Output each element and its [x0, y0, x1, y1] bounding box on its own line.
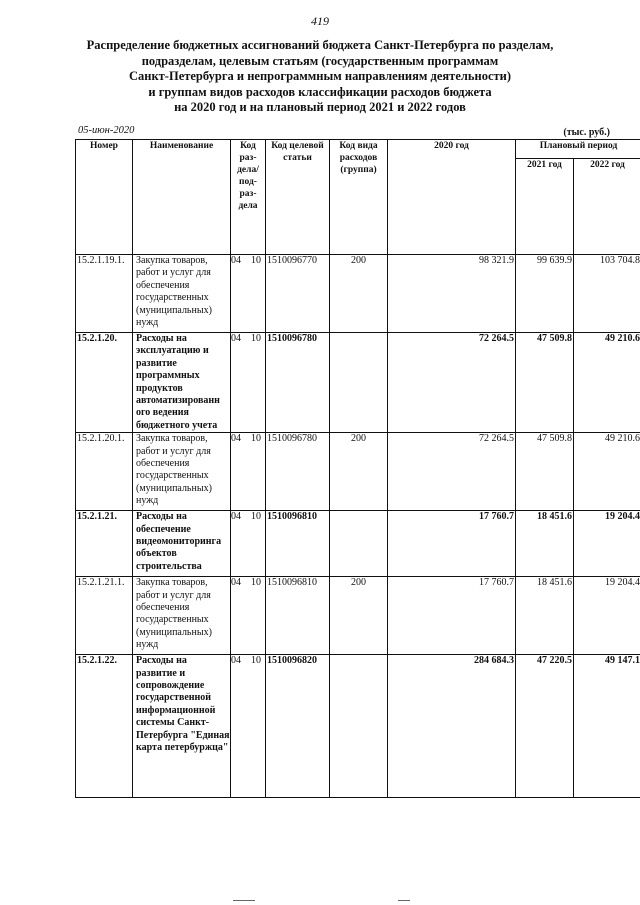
row-amount-2022: 49 147.1 [574, 655, 640, 798]
row-section-code [231, 577, 266, 655]
row-amount-2022: 19 204.4 [574, 511, 640, 577]
table-row [76, 577, 640, 655]
row-number: 15.2.1.22. [76, 655, 133, 798]
row-article-code: 1510096810 [266, 511, 330, 577]
header-name: Наименование [133, 140, 231, 255]
row-amount-2021: 18 451.6 [516, 577, 574, 655]
row-number: 15.2.1.19.1. [76, 255, 133, 333]
subsection-code: 10 [251, 655, 261, 667]
section-code: 04 [231, 255, 241, 266]
row-article-code: 1510096770 [266, 255, 330, 333]
header-year-2021: 2021 год [516, 159, 574, 255]
title-line: и группам видов расходов классификации расходов бюджета [148, 84, 492, 99]
row-article-code: 1510096780 [266, 333, 330, 433]
row-amount-2021: 18 451.6 [516, 511, 574, 577]
table-row [76, 255, 640, 333]
subsection-code: 10 [251, 511, 261, 523]
header-year-2020: 2020 год [388, 140, 516, 255]
table-row [76, 655, 640, 798]
title-line: подразделам, целевым статьям (государственным программам [141, 53, 499, 68]
row-amount-2020: 72 264.5 [388, 333, 516, 433]
row-section-code [231, 511, 266, 577]
title-line: Санкт-Петербурга и непрограммным направлениям деятельности) [128, 69, 511, 84]
row-amount-2021: 47 509.8 [516, 433, 574, 511]
section-code: 04 [231, 511, 241, 523]
row-name: Закупка товаров, работ и услуг для обеспечения государственных (муниципальных) нужд [133, 433, 231, 511]
row-section-code [231, 433, 266, 511]
header-number: Номер [76, 140, 133, 255]
row-amount-2021: 99 639.9 [516, 255, 574, 333]
header-year-2022: 2022 год [574, 159, 640, 255]
row-amount-2020: 17 760.7 [388, 511, 516, 577]
row-group-code: 200 [330, 255, 388, 333]
row-section-code [231, 655, 266, 798]
row-group-code [330, 655, 388, 798]
document-title [60, 38, 580, 116]
row-amount-2020: 72 264.5 [388, 433, 516, 511]
table-row [76, 511, 640, 577]
subsection-code: 10 [251, 433, 261, 445]
footer-mark-right [398, 900, 410, 901]
row-group-code [330, 511, 388, 577]
row-amount-2020: 17 760.7 [388, 577, 516, 655]
footer-mark-left [233, 900, 255, 901]
row-amount-2020: 98 321.9 [388, 255, 516, 333]
row-amount-2021: 47 220.5 [516, 655, 574, 798]
row-name: Расходы на развитие и сопровождение государственной информационной системы Санкт-Петербурга "Единая карта петербуржца" [133, 655, 231, 798]
row-article-code: 1510096820 [266, 655, 330, 798]
table-row [76, 433, 640, 511]
subsection-code: 10 [251, 255, 261, 266]
header-plan-period: Плановый период [516, 140, 640, 159]
row-name: Расходы на обеспечение видеомониторинга объектов строительства [133, 511, 231, 577]
header-article-code: Код целевой статьи [266, 140, 330, 255]
row-amount-2022: 103 704.8 [574, 255, 640, 333]
row-group-code: 200 [330, 433, 388, 511]
row-amount-2020: 284 684.3 [388, 655, 516, 798]
header-section-code: Код раз- дела/ под- раз- дела [231, 140, 266, 255]
row-section-code [231, 333, 266, 433]
row-number: 15.2.1.20.1. [76, 433, 133, 511]
row-number: 15.2.1.21.1. [76, 577, 133, 655]
row-group-code [330, 333, 388, 433]
section-code: 04 [231, 433, 241, 445]
subsection-code: 10 [251, 333, 261, 344]
row-amount-2022: 19 204.4 [574, 577, 640, 655]
row-amount-2022: 49 210.6 [574, 433, 640, 511]
units-label: (тыс. руб.) [563, 127, 610, 138]
document-date: 05-июн-2020 [78, 125, 135, 136]
row-article-code: 1510096810 [266, 577, 330, 655]
section-code: 04 [231, 333, 241, 344]
section-code: 04 [231, 655, 241, 667]
row-amount-2022: 49 210.6 [574, 333, 640, 433]
page-number: 419 [311, 14, 329, 28]
title-line: Распределение бюджетных ассигнований бюджета Санкт-Петербурга по разделам, [86, 38, 554, 52]
table-row [76, 333, 640, 433]
row-number: 15.2.1.21. [76, 511, 133, 577]
row-section-code [231, 255, 266, 333]
subsection-code: 10 [251, 577, 261, 589]
row-name: Закупка товаров, работ и услуг для обеспечения государственных (муниципальных) нужд [133, 577, 231, 655]
row-group-code: 200 [330, 577, 388, 655]
row-amount-2021: 47 509.8 [516, 333, 574, 433]
row-number: 15.2.1.20. [76, 333, 133, 433]
section-code: 04 [231, 577, 241, 589]
title-line: на 2020 год и на плановый период 2021 и 2022 годов [174, 100, 466, 115]
row-article-code: 1510096780 [266, 433, 330, 511]
header-group-code: Код вида расходов (группа) [330, 140, 388, 255]
row-name: Расходы на эксплуатацию и развитие программных продуктов автоматизированн ого ведения бюджетного учета [133, 333, 231, 433]
budget-table [75, 139, 640, 798]
row-name: Закупка товаров, работ и услуг для обеспечения государственных (муниципальных) нужд [133, 255, 231, 333]
